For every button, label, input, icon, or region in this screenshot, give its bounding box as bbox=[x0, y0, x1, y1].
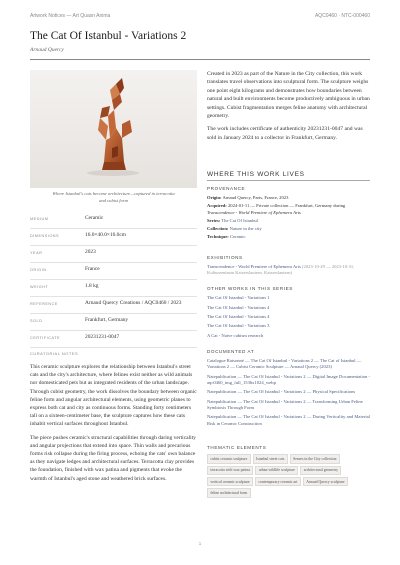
theme-tag[interactable]: vertical ceramic sculpture bbox=[207, 477, 253, 486]
provenance-series bbox=[207, 218, 370, 224]
cat-sculpture-image bbox=[30, 70, 197, 188]
exhibitions-heading: EXHIBITIONS bbox=[207, 255, 243, 260]
theme-tag[interactable]: terracotta with wax patina bbox=[207, 466, 253, 475]
spec-label: ORIGIN bbox=[30, 267, 47, 272]
spec-row-origin bbox=[30, 263, 197, 280]
provenance-section bbox=[207, 186, 370, 242]
page-title: The Cat Of Istanbul - Variations 2 bbox=[30, 30, 187, 42]
themes-section bbox=[207, 445, 370, 498]
spec-value: 16.0×40.0×16.0cm bbox=[85, 232, 126, 238]
documented-link[interactable]: Natepublication — The Cat Of Istanbul - Variations 2 — Physical Specifications bbox=[207, 389, 356, 395]
documented-link[interactable]: Natepublication — The Cat Of Istanbul - Variations 2 — Digital Image Documentation - aqc0460_img_full_1536x1024_webp bbox=[207, 373, 370, 385]
documented-link[interactable]: Natepublication — The Cat Of Istanbul - Variations 2 — Transforming Urban Feline Symbiosis Through Form bbox=[207, 398, 363, 410]
spec-row-medium bbox=[30, 212, 197, 229]
acquired-value: 2024-01-11 — Private collection — Frankfurt, Germany during bbox=[227, 203, 346, 209]
theme-tag[interactable]: feline architectural form bbox=[207, 488, 251, 497]
other-work-link[interactable]: The Cat Of Istanbul - Variations 4 bbox=[207, 313, 270, 319]
spec-value: France bbox=[85, 266, 100, 272]
spec-label: WEIGHT bbox=[30, 284, 49, 289]
documented-heading: DOCUMENTED AT bbox=[207, 349, 255, 354]
provenance-origin bbox=[207, 195, 370, 201]
exhibition-item bbox=[207, 264, 370, 276]
specs-table bbox=[30, 212, 197, 348]
exhibition-dates: (2023-10-29 — 2023-10-31, bbox=[301, 264, 355, 270]
curatorial-notes-heading: CURATORIAL NOTES bbox=[30, 351, 79, 356]
intro-paragraph: Created in 2023 as part of the Nature in the City collection, this work translates travel observations into sculptural form. The sculpture weighs one point eight kilograms and demonstrates how boundaries between natural and built environments become productively ambiguous in urban settings. Cubist fragmentation merges feline anatomy with architectural geometry. bbox=[207, 71, 370, 120]
spec-value: 1.8 kg bbox=[85, 283, 99, 289]
notes-paragraph: The piece pushes ceramic's structural capabilities through daring verticality and angular projections that extend into space. Thin walls and precarious forms risk collapse during the firing process, echoing the cats' own balance as they navigate ledges and architectural surfaces. Terracotta clay provides the foundation, finished with wax patina and pigments that evoke the warmth of Istanbul's aged stone and weathered brick surfaces. bbox=[30, 434, 196, 482]
spec-row-reference bbox=[30, 297, 197, 314]
technique-label: Technique: bbox=[207, 234, 229, 240]
spec-row-sold bbox=[30, 314, 197, 331]
collection-label: Collection: bbox=[207, 226, 229, 232]
acquired-label: Acquired: bbox=[207, 203, 227, 209]
page-number: 1 bbox=[198, 541, 202, 546]
exhibitions-section bbox=[207, 255, 370, 277]
theme-tag[interactable]: urban wildlife sculpture bbox=[255, 466, 298, 475]
where-divider bbox=[207, 180, 370, 181]
other-work-link[interactable]: The Cat Of Istanbul - Variations 1 bbox=[207, 295, 270, 301]
artist-name: Arnaud Quercy bbox=[30, 47, 64, 53]
series-link[interactable]: The Cat Of Istanbul bbox=[221, 217, 258, 223]
spec-row-year bbox=[30, 246, 197, 263]
theme-tag[interactable]: architectural geometry bbox=[300, 466, 341, 475]
provenance-technique bbox=[207, 234, 370, 240]
theme-tag[interactable]: Istanbul street cats bbox=[253, 454, 288, 463]
theme-tag[interactable]: cubist ceramic sculpture bbox=[207, 454, 251, 463]
spec-label: YEAR bbox=[30, 250, 43, 255]
photo-caption: Where Istanbul's cats become architecture—captured in terracotta and cubist form bbox=[52, 191, 175, 203]
themes-heading: THEMATIC ELEMENTS bbox=[207, 445, 267, 450]
title-divider bbox=[30, 59, 370, 60]
breadcrumb: Artwork Notices — Art Quasn Anima bbox=[30, 13, 111, 19]
theme-tag[interactable]: Arnaud Quercy sculpture bbox=[303, 477, 348, 486]
spec-row-dimensions bbox=[30, 229, 197, 246]
series-label: Series: bbox=[207, 217, 221, 223]
where-heading: WHERE THIS WORK LIVES bbox=[207, 171, 305, 178]
provenance-acquired bbox=[207, 203, 370, 215]
origin-label: Origin: bbox=[207, 195, 222, 201]
other-work-link[interactable]: A Cat - Naive cubism research bbox=[207, 332, 264, 338]
documented-link[interactable]: Natepublication — The Cat Of Istanbul - Variations 2 — Daring Verticality and Material Risk in Ceramic Construction bbox=[207, 414, 370, 426]
collection-link[interactable]: Nature in the city bbox=[229, 226, 262, 232]
other-works-heading: OTHER WORKS IN THIS SERIES bbox=[207, 286, 293, 291]
spec-label: SOLD bbox=[30, 318, 43, 323]
spec-row-weight bbox=[30, 280, 197, 297]
documented-link[interactable]: Catalogue Raisonné — The Cat Of Istanbul - Variations 2 — The Cat of Istanbul — Variations 2 — Cubist Ceramic Sculpture — Arnaud Quercy (2023) bbox=[207, 358, 362, 370]
notes-paragraph: This ceramic sculpture explores the relationship between Istanbul's street cats and the city's architecture, where felines exist neither as wild animals nor domesticated pets but as integrated residents of the urban landscape. Through cubist geometry, the work dissolves the boundary between organic feline form and angular architectural elements, using geometric planes to express both cat and city as continuous forms. Standing forty centimeters tall on a sixteen-centimeter base, the sculpture captures how these cats inhabit vertical surfaces throughout Istanbul. bbox=[30, 364, 197, 428]
spec-value: 20231231-0047 bbox=[85, 334, 120, 340]
tag-list bbox=[207, 454, 370, 498]
spec-label: CERTIFICATE bbox=[30, 335, 61, 340]
technique-link[interactable]: Ceramic bbox=[229, 234, 246, 240]
other-work-link[interactable]: The Cat Of Istanbul - Variations 3 bbox=[207, 323, 270, 329]
spec-value: Frankfurt, Germany bbox=[85, 317, 129, 323]
provenance-collection bbox=[207, 226, 370, 232]
other-works-section bbox=[207, 286, 370, 342]
provenance-heading: PROVENANCE bbox=[207, 186, 246, 191]
artwork-photo bbox=[30, 70, 197, 188]
spec-label: MEDIUM bbox=[30, 216, 49, 221]
theme-tag[interactable]: Senses in the City collection bbox=[290, 454, 340, 463]
catalog-code: AQC0460 · NTC-000460 bbox=[314, 13, 370, 19]
spec-value: Arnaud Quercy Creations / AQC0460 / 2023 bbox=[85, 300, 182, 306]
theme-tag[interactable]: contemporary ceramic art bbox=[255, 477, 301, 486]
spec-value: 2023 bbox=[85, 249, 96, 255]
intro-paragraph: The work includes certificate of authenticity 20231231-0047 and was sold in January 2024 to a collector in Frankfurt, Germany. bbox=[207, 126, 363, 141]
other-work-link[interactable]: The Cat Of Istanbul - Variations 4 bbox=[207, 304, 270, 310]
acquired-event: Transcendence - World Premiere of Ephemera Arts bbox=[207, 209, 301, 215]
header-bar bbox=[30, 13, 370, 19]
exhibition-link[interactable]: Transcendence - World Premiere of Ephemera Arts bbox=[207, 264, 301, 270]
documented-section bbox=[207, 349, 370, 430]
spec-label: DIMENSIONS bbox=[30, 233, 60, 238]
exhibition-place: Kulturzentrum Kaiserslautern, Kaiserslautern) bbox=[207, 270, 293, 276]
intro-text bbox=[207, 70, 370, 147]
origin-value: Arnaud Quercy, Paris, France, 2023 bbox=[222, 195, 289, 201]
curatorial-notes bbox=[30, 363, 197, 488]
spec-label: REFERENCE bbox=[30, 301, 58, 306]
spec-value: Ceramic bbox=[85, 215, 104, 221]
spec-row-certificate bbox=[30, 331, 197, 348]
